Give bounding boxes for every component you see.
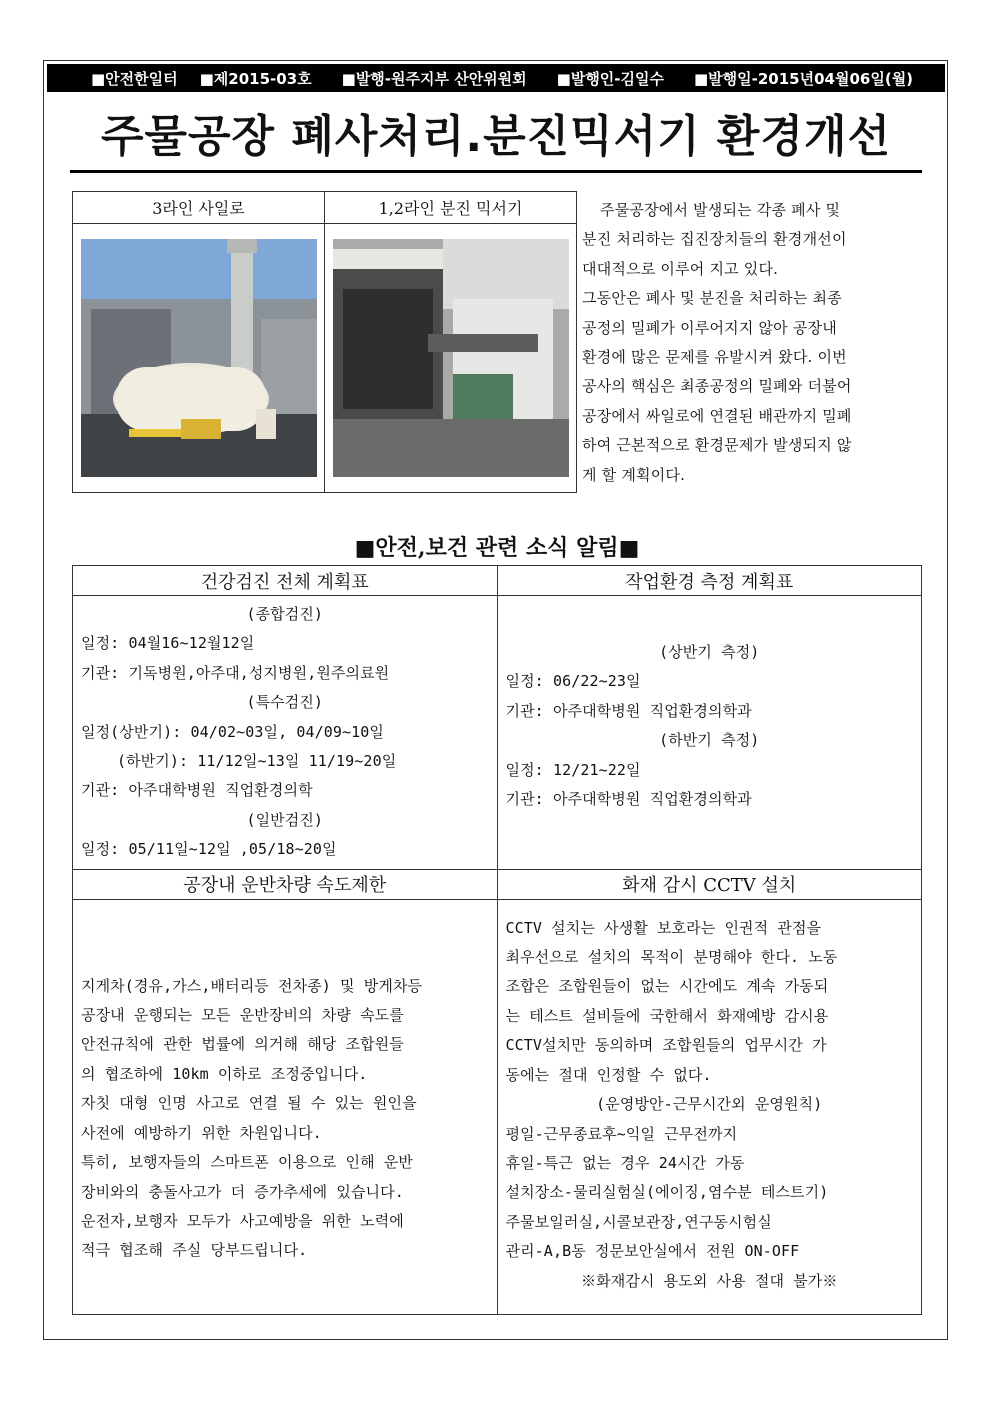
text-line: 일정: 06/22~23일	[505, 672, 641, 691]
intro-line: 공사의 핵심은 최종공정의 밀폐와 더불어	[582, 377, 852, 396]
text-line: (상반기 측정)	[659, 643, 760, 661]
speed-limit-body	[73, 900, 497, 1270]
environment-plan-title: 작업환경 측정 계획표	[497, 566, 922, 596]
text-line: 운전자,보행자 모두가 사고예방을 위한 노력에	[81, 1211, 404, 1230]
text-line: 일정(상반기): 04/02~03일, 04/09~10일	[81, 722, 385, 741]
text-line: 기관: 기독병원,아주대,성지병원,원주의료원	[81, 663, 390, 682]
text-line: 지게차(경유,가스,배터리등 전차종) 및 방게차등	[81, 976, 423, 995]
intro-line: 분진 처리하는 집진장치들의 환경개선이	[582, 230, 847, 249]
photo-cell-silo	[73, 224, 325, 493]
text-line: 는 테스트 설비들에 국한해서 화재예방 감시용	[505, 1006, 829, 1025]
text-line: 기관: 아주대학병원 직업환경의학과	[505, 701, 752, 720]
photo-caption-mixer: 1,2라인 분진 믹서기	[325, 192, 577, 224]
text-line: 설치장소-물리실험실(에이징,염수분 테스트기)	[505, 1183, 829, 1202]
text-line: (하반기): 11/12일~13일 11/19~20일	[117, 752, 397, 771]
silo-photo	[81, 239, 317, 477]
text-line: 일정: 05/11일~12일 ,05/18~20일	[81, 840, 337, 859]
text-line: 일정: 04월16~12월12일	[81, 634, 255, 653]
header-item-issuer: ■발행인-김일수	[556, 69, 664, 88]
environment-plan-cell	[497, 596, 922, 870]
section-title: ■안전,보건 관련 소식 알림■	[354, 535, 640, 561]
text-line: 장비와의 충돌사고가 더 증가추세에 있습니다.	[81, 1182, 404, 1201]
cctv-body	[498, 900, 922, 1300]
text-line: 기관: 아주대학병원 직업환경의학과	[505, 790, 752, 809]
text-line: 주물보일러실,시콜보관장,연구동시험실	[505, 1212, 772, 1231]
text-line: (일반검진)	[246, 810, 324, 829]
text-line: 관리-A,B동 정문보안실에서 전원 ON-OFF	[505, 1242, 800, 1261]
intro-line: 주물공장에서 발생되는 각종 폐사 및	[600, 201, 841, 219]
text-line: 자칫 대형 인명 사고로 연결 될 수 있는 원인을	[81, 1094, 417, 1113]
text-line: 사전에 예방하기 위한 차원입니다.	[81, 1123, 322, 1142]
news-table	[72, 565, 922, 1315]
header-item-issue: ■제2015-03호	[199, 69, 312, 88]
text-line: (하반기 측정)	[659, 731, 760, 750]
text-line: 일정: 12/21~22일	[505, 760, 641, 779]
text-line: 최우선으로 설치의 목적이 분명해야 한다. 노동	[505, 948, 838, 967]
speed-limit-cell	[73, 899, 498, 1314]
mixer-photo	[333, 239, 569, 477]
text-line: 조합은 조합원들이 없는 시간에도 계속 가동되	[505, 977, 829, 996]
text-line: 특히, 보행자들의 스마트폰 이용으로 인해 운반	[81, 1153, 413, 1172]
intro-line: 공장에서 싸일로에 연결된 배관까지 밀폐	[582, 406, 852, 425]
header-item-newsletter: ■안전한일터	[91, 69, 178, 88]
intro-line: 공정의 밀폐가 이루어지지 않아 공장내	[582, 318, 837, 337]
header-item-publisher: ■발행-원주지부 산안위원회	[341, 69, 527, 88]
text-line: 적극 협조해 주실 당부드립니다.	[81, 1241, 308, 1260]
article-title: 주물공장 폐사처리.분진믹서기 환경개선	[101, 111, 891, 162]
text-line: 동에는 절대 인정할 수 없다.	[505, 1065, 712, 1084]
text-line: (특수검진)	[246, 693, 324, 712]
photo-table	[72, 191, 577, 493]
text-line: (운영방안-근무시간외 운영원칙)	[596, 1095, 823, 1114]
intro-text	[582, 196, 927, 490]
health-plan-body	[73, 596, 497, 869]
text-line: 기관: 아주대학병원 직업환경의학	[81, 781, 313, 800]
text-line: ※화재감시 용도외 사용 절대 불가※	[581, 1271, 838, 1290]
cctv-title: 화재 감시 CCTV 설치	[497, 869, 922, 899]
text-line: CCTV설치만 동의하며 조합원들의 업무시간 가	[505, 1036, 827, 1055]
text-line: (종합검진)	[246, 605, 324, 623]
intro-line: 환경에 많은 문제를 유발시켜 왔다. 이번	[582, 348, 847, 367]
intro-line: 하여 근본적으로 환경문제가 발생되지 않	[582, 436, 852, 455]
environment-plan-body	[498, 596, 922, 818]
newsletter-header-bar	[47, 64, 945, 92]
title-underline	[70, 170, 922, 173]
text-line: 의 협조하에 10km 이하로 조정중입니다.	[81, 1064, 368, 1083]
photo-caption-silo: 3라인 사일로	[73, 192, 325, 224]
health-plan-cell	[73, 596, 498, 870]
text-line: 공장내 운행되는 모든 운반장비의 차량 속도를	[81, 1006, 404, 1025]
text-line: 평일-근무종료후~익일 근무전까지	[505, 1124, 738, 1143]
health-plan-title: 건강검진 전체 계획표	[73, 566, 498, 596]
text-line: 휴일-특근 없는 경우 24시간 가동	[505, 1153, 745, 1172]
intro-line: 그동안은 폐사 및 분진을 처리하는 최종	[582, 289, 842, 308]
header-item-date: ■발행일-2015년04월06일(월)	[694, 69, 914, 88]
text-line: CCTV 설치는 사생활 보호라는 인권적 관점을	[505, 918, 822, 937]
cctv-cell	[497, 899, 922, 1314]
intro-line: 대대적으로 이루어 지고 있다.	[582, 259, 779, 278]
intro-line: 게 할 계획이다.	[582, 465, 686, 484]
speed-limit-title: 공장내 운반차량 속도제한	[73, 869, 498, 899]
text-line: 안전규칙에 관한 법률에 의거해 해당 조합원들	[81, 1035, 404, 1054]
photo-cell-mixer	[325, 224, 577, 493]
